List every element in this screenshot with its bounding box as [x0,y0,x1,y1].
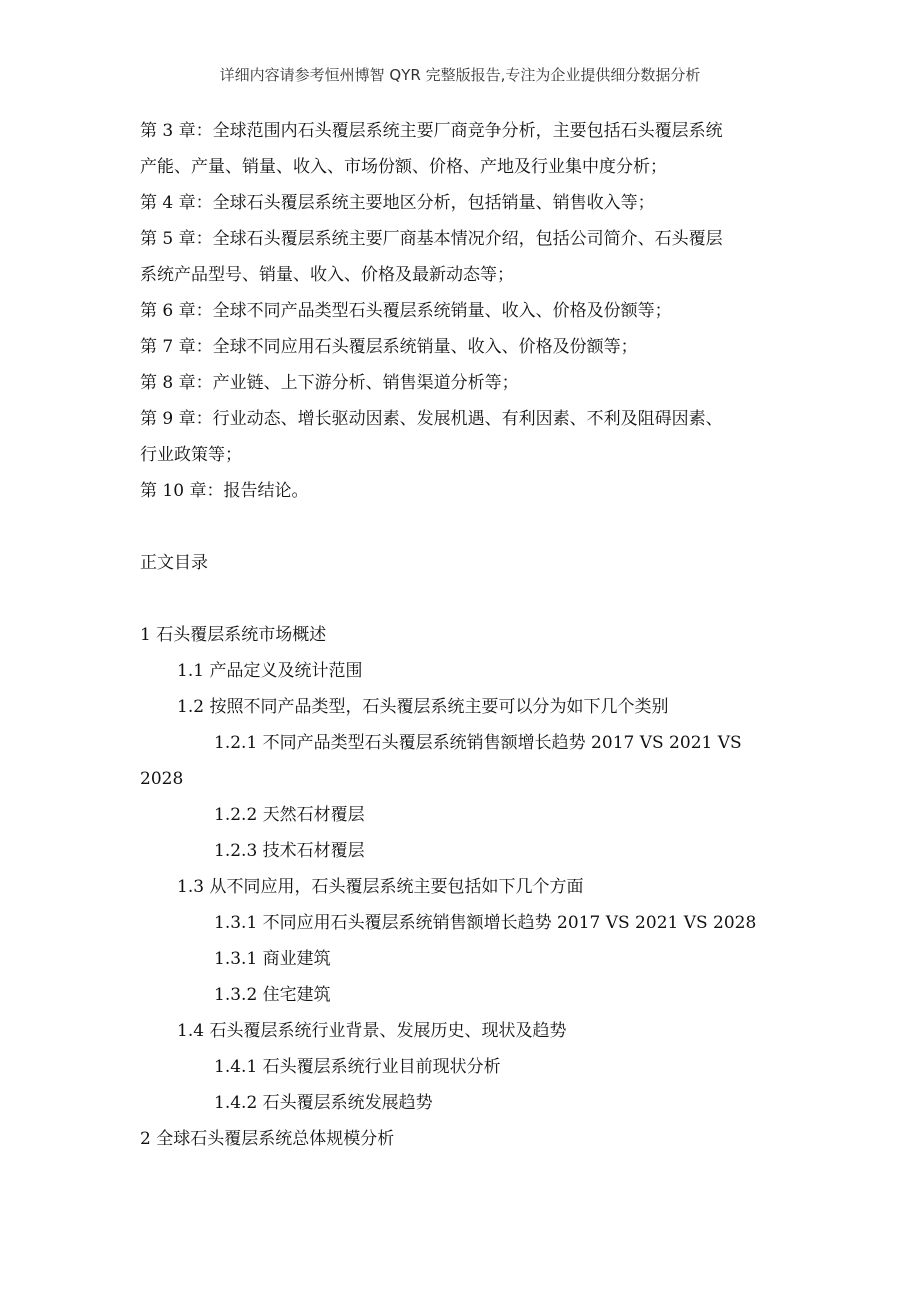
chapter-line: 产能、产量、销量、收入、市场份额、价格、产地及行业集中度分析； [140,157,667,177]
toc-entry-continuation: 2028 [140,769,184,789]
toc-entry: 1.3.1 商业建筑 [214,949,331,969]
toc-entry: 1.2.2 天然石材覆层 [214,805,365,825]
toc-entry: 1.4.2 石头覆层系统发展趋势 [214,1093,433,1113]
toc-entry: 1 石头覆层系统市场概述 [140,625,327,645]
toc-entry: 1.3 从不同应用，石头覆层系统主要包括如下几个方面 [177,877,584,897]
toc-entry: 1.2.3 技术石材覆层 [214,841,365,861]
page-header: 详细内容请参考恒州博智 QYR 完整版报告,专注为企业提供细分数据分析 [219,66,701,84]
chapter-line: 第 10 章：报告结论。 [140,481,309,501]
toc-entry: 1.2.1 不同产品类型石头覆层系统销售额增长趋势 2017 VS 2021 VS [214,733,742,753]
toc-title: 正文目录 [140,553,208,573]
toc-entry: 1.4.1 石头覆层系统行业目前现状分析 [214,1057,501,1077]
chapter-line: 第 3 章：全球范围内石头覆层系统主要厂商竞争分析，主要包括石头覆层系统 [140,121,723,141]
toc-entry: 1.3.2 住宅建筑 [214,985,331,1005]
chapter-line: 第 6 章：全球不同产品类型石头覆层系统销量、收入、价格及份额等； [140,301,672,321]
toc-entry: 2 全球石头覆层系统总体规模分析 [140,1129,395,1149]
chapter-line: 行业政策等； [140,445,242,465]
toc-entry: 1.2 按照不同产品类型，石头覆层系统主要可以分为如下几个类别 [177,697,669,717]
toc-entry: 1.1 产品定义及统计范围 [177,661,363,681]
toc-entry: 1.4 石头覆层系统行业背景、发展历史、现状及趋势 [177,1021,567,1041]
toc-entry: 1.3.1 不同应用石头覆层系统销售额增长趋势 2017 VS 2021 VS 2028 [214,913,757,933]
chapter-line: 第 9 章：行业动态、增长驱动因素、发展机遇、有利因素、不利及阻碍因素、 [140,409,723,429]
chapter-line: 系统产品型号、销量、收入、价格及最新动态等； [140,265,514,285]
chapter-line: 第 5 章：全球石头覆层系统主要厂商基本情况介绍，包括公司简介、石头覆层 [140,229,723,249]
chapter-line: 第 4 章：全球石头覆层系统主要地区分析，包括销量、销售收入等； [140,193,655,213]
chapter-line: 第 7 章：全球不同应用石头覆层系统销量、收入、价格及份额等； [140,337,638,357]
chapter-line: 第 8 章：产业链、上下游分析、销售渠道分析等； [140,373,519,393]
